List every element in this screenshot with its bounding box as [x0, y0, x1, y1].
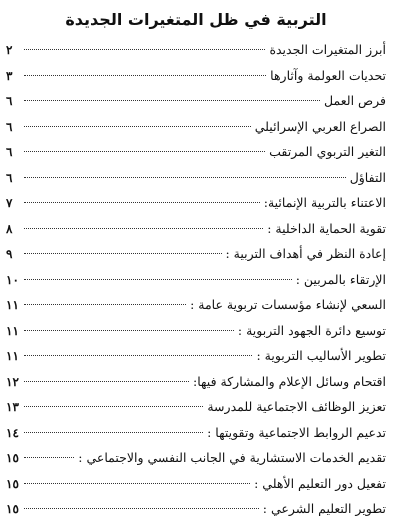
- toc-entry-label: توسيع دائرة الجهود التربوية :: [237, 322, 386, 338]
- toc-entry: [6, 496, 386, 522]
- toc-entry: [6, 114, 386, 140]
- toc-entry: [6, 318, 386, 344]
- toc-entry-page-number: ٩: [6, 247, 13, 261]
- toc-entry-label: الاعتناء بالتربية الإنمائية:: [263, 195, 386, 210]
- toc-entry-label: تطوير الأساليب التربوية :: [256, 348, 386, 363]
- toc-entry: [6, 37, 386, 63]
- toc-entry-page-number: ١١: [6, 298, 19, 312]
- toc-entry: [6, 343, 386, 369]
- dot-leader: [24, 405, 203, 407]
- toc-entry: [6, 241, 386, 267]
- toc-entry: [6, 292, 386, 318]
- toc-entry: [6, 139, 386, 165]
- toc-entry-label: السعي لإنشاء مؤسسات تربوية عامة :: [190, 297, 386, 312]
- table-of-contents: [6, 37, 386, 522]
- dot-leader: [24, 329, 234, 331]
- toc-entry-page-number: ١١: [6, 323, 19, 338]
- dot-leader: [24, 48, 265, 50]
- toc-entry-label: تعزيز الوظائف الاجتماعية للمدرسة: [207, 399, 386, 414]
- dot-leader: [24, 278, 292, 280]
- document-title: التربية في ظل المتغيرات الجديدة: [65, 10, 327, 29]
- toc-entry: [6, 165, 386, 191]
- toc-entry-page-number: ٢: [6, 43, 13, 57]
- toc-entry-page-number: ١٤: [6, 425, 19, 440]
- toc-entry: [6, 88, 386, 114]
- toc-entry-page-number: ١٣: [6, 400, 19, 414]
- toc-entry-page-number: ١٥: [6, 502, 19, 516]
- dot-leader: [24, 201, 260, 203]
- toc-entry: [6, 63, 386, 89]
- toc-entry-label: تقوية الحماية الداخلية :: [267, 220, 386, 236]
- dot-leader: [24, 176, 346, 178]
- toc-entry: [6, 420, 386, 446]
- toc-entry-label: إعادة النظر في أهداف التربية :: [225, 246, 386, 261]
- dot-leader: [24, 125, 251, 127]
- toc-entry-label: تقديم الخدمات الاستشارية في الجانب النفسي والاجتماعي :: [78, 450, 386, 465]
- toc-entry-label: اقتحام وسائل الإعلام والمشاركة فيها:: [193, 373, 386, 389]
- toc-entry-page-number: ١١: [6, 349, 19, 363]
- dot-leader: [24, 74, 266, 76]
- toc-entry-page-number: ٦: [6, 94, 13, 108]
- dot-leader: [24, 507, 259, 509]
- toc-entry: [6, 369, 386, 395]
- toc-entry-label: تفعيل دور التعليم الأهلي :: [254, 475, 386, 491]
- toc-entry-page-number: ٦: [6, 145, 13, 159]
- dot-leader: [24, 252, 222, 254]
- dot-leader: [24, 431, 203, 433]
- toc-entry-page-number: ٨: [6, 221, 13, 236]
- dot-leader: [24, 380, 189, 382]
- toc-entry-page-number: ٦: [6, 119, 13, 134]
- toc-entry-label: فرص العمل: [324, 93, 386, 108]
- toc-entry-label: التفاؤل: [349, 169, 386, 185]
- dot-leader: [24, 456, 74, 458]
- toc-entry-label: تطوير التعليم الشرعي :: [262, 501, 386, 516]
- toc-entry: [6, 190, 386, 216]
- dot-leader: [24, 354, 252, 356]
- dot-leader: [24, 227, 263, 229]
- toc-entry-page-number: ١٥: [6, 451, 19, 465]
- toc-entry-label: الصراع العربي الإسرائيلي: [254, 118, 386, 134]
- toc-entry: [6, 216, 386, 242]
- dot-leader: [24, 99, 320, 101]
- dot-leader: [24, 150, 265, 152]
- toc-entry-label: تدعيم الروابط الاجتماعية وتقويتها :: [207, 424, 386, 440]
- toc-entry-page-number: ٣: [6, 68, 13, 83]
- toc-entry-label: الإرتقاء بالمربين :: [295, 271, 386, 287]
- dot-leader: [24, 303, 186, 305]
- toc-entry: [6, 445, 386, 471]
- toc-entry: [6, 394, 386, 420]
- toc-entry: [6, 471, 386, 497]
- toc-entry-page-number: ١٠: [6, 272, 19, 287]
- dot-leader: [24, 482, 250, 484]
- toc-entry-page-number: ١٢: [6, 374, 19, 389]
- toc-entry-label: التغير التربوي المرتقب: [269, 144, 386, 159]
- toc-entry-page-number: ٧: [6, 196, 13, 210]
- toc-entry-label: أبرز المتغيرات الجديدة: [269, 42, 386, 57]
- toc-entry-label: تحديات العولمة وآثارها: [270, 67, 386, 83]
- toc-entry: [6, 267, 386, 293]
- toc-entry-page-number: ٦: [6, 170, 13, 185]
- toc-entry-page-number: ١٥: [6, 476, 19, 491]
